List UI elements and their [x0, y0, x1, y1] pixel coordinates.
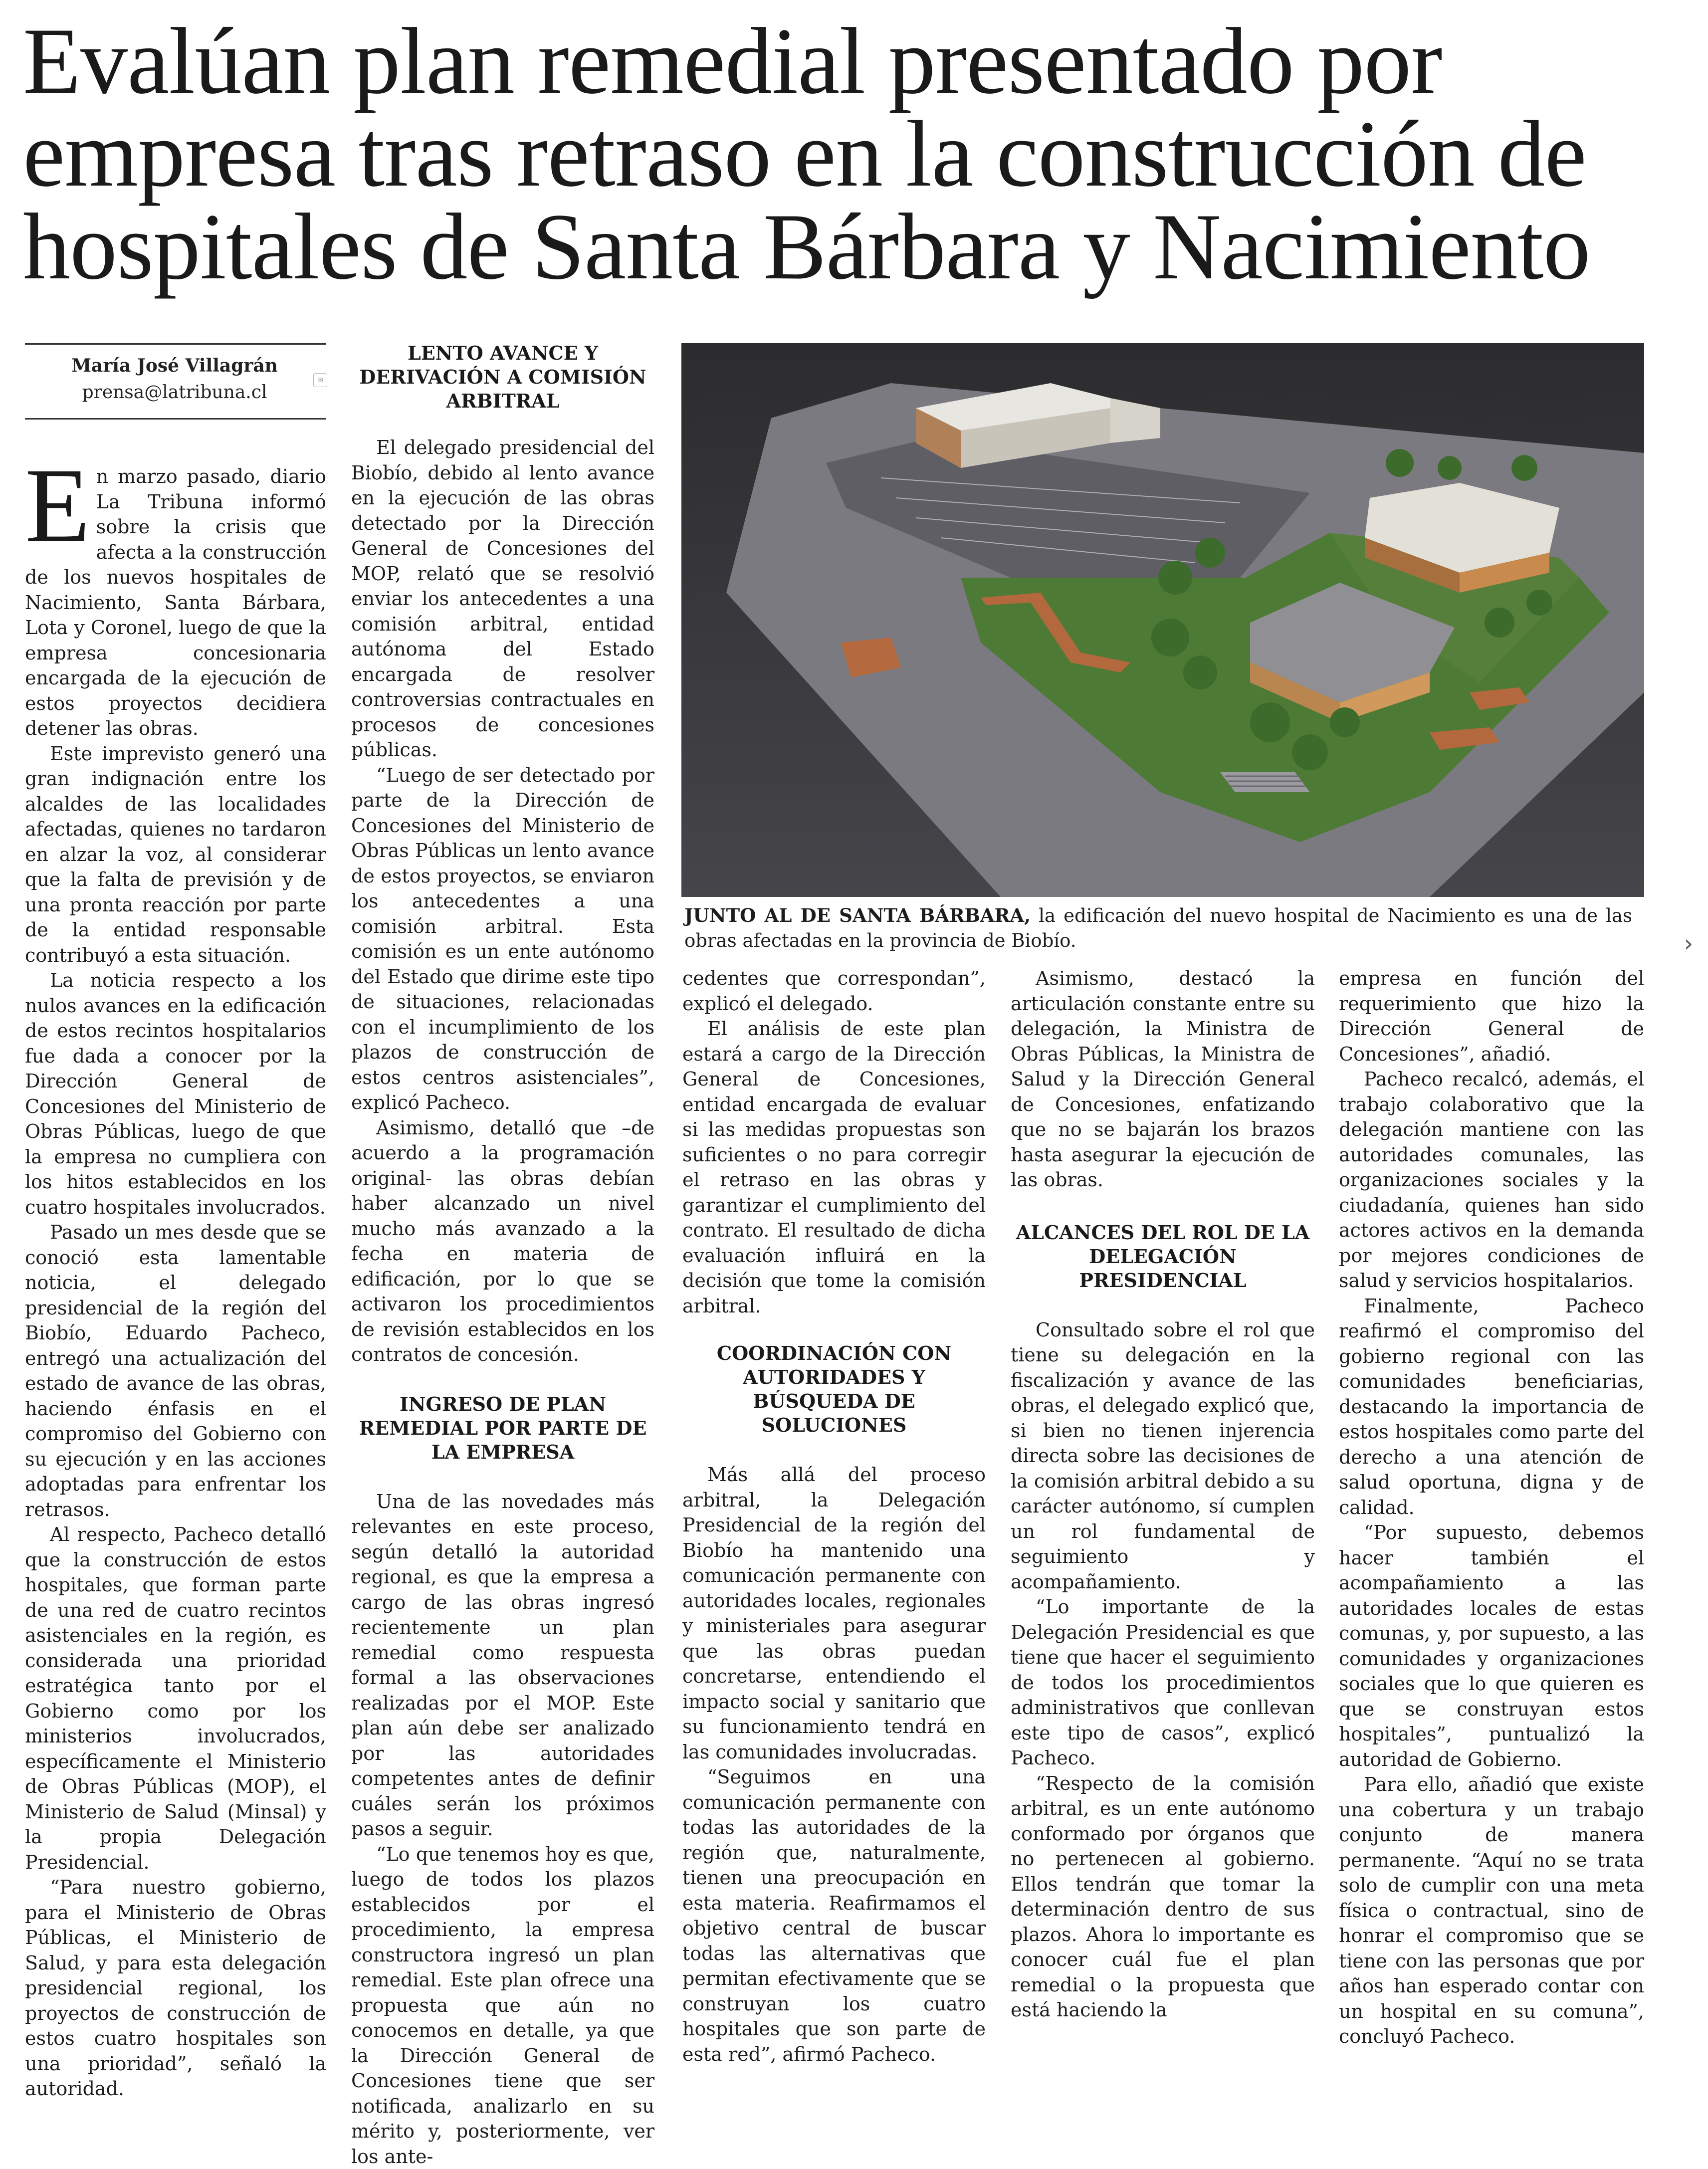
caption-lead: JUNTO AL DE SANTA BÁRBARA, — [684, 904, 1031, 926]
paragraph: Pacheco recalcó, además, el trabajo colaborativo que la delegación mantiene con las autoridades comunales, las organizaciones sociales y la ciudadanía, quienes han sido actores activos en la demanda por mejores condiciones de salud y servicios hospitalarios. — [1339, 1067, 1644, 1294]
paragraph: empresa en función del requerimiento que hizo la Dirección General de Concesiones”, añadió. — [1339, 966, 1644, 1067]
paragraph: “Luego de ser detectado por parte de la Dirección de Concesiones del Ministerio de Obras Públicas un lento avance de estos proyectos, se enviaron los antecedentes a una comisión arbitral. Esta comisión es un ente autónomo del Estado que dirime este tipo de situaciones, relacionadas con el incumplimiento de los plazos de construcción de estos centros asistenciales”, explicó Pacheco. — [351, 763, 654, 1115]
paragraph: “Respecto de la comisión arbitral, es un ente autónomo conformado por órganos que no pertenecen al gobierno. Ellos tendrán que tomar la determinación dentro de sus plazos. Ahora lo importante es conocer cuál fue el plan remedial o la propuesta que está haciendo la — [1011, 1771, 1315, 2023]
drop-cap: E — [25, 466, 90, 546]
paragraph: Una de las novedades más relevantes en este proceso, según detalló la autoridad regional, es que la empresa a cargo de las obras ingresó recientemente un plan remedial como respuesta formal a las observaciones realizadas por el MOP. Este plan aún debe ser analizado por las autoridades competentes antes de definir cuáles serán los próximos pasos a seguir. — [351, 1489, 654, 1842]
paragraph: “Para nuestro gobierno, para el Ministerio de Obras Públicas, el Ministerio de Salud, y para esta delegación presidencial regional, los proyectos de construcción de estos cuatro hospitales son una prioridad”, señaló la autoridad. — [25, 1875, 326, 2102]
headline-line: hospitales de Santa Bárbara y Nacimiento — [23, 201, 1679, 293]
paragraph: La noticia respecto a los nulos avances en la edificación de estos recintos hospitalarios fue dada a conocer por la Dirección General de Concesiones del Ministerio de Obras Públicas, luego de que la empresa no cumpliera con los hitos establecidos en los cuatro hospitales involucrados. — [25, 968, 326, 1220]
paragraph: El análisis de este plan estará a cargo de la Dirección General de Concesiones, entidad encargada de evaluar si las medidas propuestas son suficientes o no para corregir el retraso en las obras y garantizar el cumplimiento del contrato. El resultado de dicha evaluación influirá en la decisión que tome la comisión arbitral. — [682, 1016, 986, 1318]
headline-line: Evalúan plan remedial presentado por — [23, 15, 1679, 108]
paragraph: El delegado presidencial del Biobío, debido al lento avance en la ejecución de las obras detectado por la Dirección General de Concesiones del MOP, relató que se resolvió enviar los antecedentes a una comisión arbitral, entidad autónoma del Estado encargada de resolver controversias contractuales en procesos de concesiones públicas. — [351, 435, 654, 763]
paragraph: Asimismo, destacó la articulación constante entre su delegación, la Ministra de Obras Públicas, la Ministra de Salud y la Dirección General de Concesiones, enfatizando que no se bajarán los brazos hasta asegurar la ejecución de las obras. — [1011, 966, 1315, 1193]
share-icon[interactable]: ✉ — [313, 373, 327, 387]
caption-text: la edificación del nuevo hospital de Nacimiento es una de las obras afectadas en la provincia de Biobío. — [684, 905, 1632, 951]
headline — [23, 15, 1679, 293]
paragraph: Más allá del proceso arbitral, la Delegación Presidencial de la región del Biobío ha mantenido una comunicación permanente con autoridades locales, regionales y ministeriales para asegurar que las obras puedan concretarse, entendiendo el impacto social y sanitario que su funcionamiento tendrá en las comunidades involucradas. — [682, 1462, 986, 1764]
paragraph: cedentes que correspondan”, explicó el delegado. — [682, 966, 986, 1016]
column-1 — [25, 464, 326, 2102]
photo-caption — [684, 903, 1632, 953]
lead-paragraph — [25, 464, 326, 741]
subheading: ALCANCES DEL ROL DE LA DELEGACIÓN PRESIDENCIAL — [1011, 1221, 1315, 1293]
column-4 — [1011, 966, 1315, 2023]
byline-bottom-rule — [25, 418, 326, 420]
column-3 — [682, 966, 986, 2067]
chevron-right-icon[interactable]: › — [1676, 931, 1701, 956]
paragraph: “Por supuesto, debemos hacer también el acompañamiento a las autoridades locales de estas comunas, y, por supuesto, a las comunidades y organizaciones sociales que lo que quieren es que se construyan estos hospitales”, puntualizó la autoridad de Gobierno. — [1339, 1520, 1644, 1772]
hospital-rendering-photo — [681, 343, 1644, 897]
paragraph: Consultado sobre el rol que tiene su delegación en la fiscalización y avance de las obras, el delegado explicó que, si bien no tienen injerencia directa sobre las decisiones de la comisión arbitral debido a su carácter autónomo, sí cumplen un rol fundamental de seguimiento y acompañamiento. — [1011, 1317, 1315, 1595]
paragraph: Para ello, añadió que existe una cobertura y un trabajo conjunto de manera permanente. “Aquí no se trata solo de cumplir con una meta física o contractual, sino de honrar el compromiso que se tiene con las personas que por años han esperado contar con un hospital en su comuna”, concluyó Pacheco. — [1339, 1772, 1644, 2049]
byline-author: María José Villagrán — [25, 355, 324, 376]
paragraph: Finalmente, Pacheco reafirmó el compromiso del gobierno regional con las comunidades beneficiarias, destacando la importancia de estos hospitales como parte del derecho a una atención de salud oportuna, digna y de calidad. — [1339, 1294, 1644, 1520]
column-2 — [351, 341, 654, 2169]
subheading: INGRESO DE PLAN REMEDIAL POR PARTE DE LA EMPRESA — [351, 1392, 654, 1464]
byline-top-rule — [25, 343, 326, 345]
subheading: COORDINACIÓN CON AUTORIDADES Y BÚSQUEDA DE SOLUCIONES — [682, 1341, 986, 1437]
paragraph: Al respecto, Pacheco detalló que la construcción de estos hospitales, que forman parte de una red de cuatro recintos asistenciales en la región, es considerada una prioridad estratégica tanto por el Gobierno como por los ministerios involucrados, específicamente el Ministerio de Obras Públicas (MOP), el Ministerio de Salud (Minsal) y la propia Delegación Presidencial. — [25, 1522, 326, 1875]
subheading: LENTO AVANCE Y DERIVACIÓN A COMISIÓN ARBITRAL — [351, 341, 654, 413]
lead-text: n marzo pasado, diario La Tribuna informó sobre la crisis que afecta a la construcción de los nuevos hospitales de Nacimiento, Santa Bárbara, Lota y Coronel, luego de que la empresa concesionaria encargada de la ejecución de estos proyectos decidiera detener las obras. — [25, 465, 326, 739]
paragraph: “Lo importante de la Delegación Presidencial es que tiene que hacer el seguimiento de todos los procedimientos administrativos que conllevan este tipo de casos”, explicó Pacheco. — [1011, 1594, 1315, 1771]
paragraph: Asimismo, detalló que –de acuerdo a la programación original- las obras debían haber alcanzado un nivel mucho más avanzado a la fecha en materia de edificación, por lo que se activaron los procedimientos de revisión establecidos en los contratos de concesión. — [351, 1115, 654, 1367]
byline-email[interactable]: prensa@latribuna.cl — [25, 382, 324, 403]
paragraph: “Seguimos en una comunicación permanente con todas las autoridades de la región que, naturalmente, tienen una preocupación en esta materia. Reafirmamos el objetivo central de buscar todas las alternativas que permitan efectivamente que se construyan los cuatro hospitales que son parte de esta red”, afirmó Pacheco. — [682, 1764, 986, 2067]
paragraph: Pasado un mes desde que se conoció esta lamentable noticia, el delegado presidencial de la región del Biobío, Eduardo Pacheco, entregó una actualización del estado de avance de las obras, haciendo énfasis en el compromiso del Gobierno con su ejecución y en las acciones adoptadas para enfrentar los retrasos. — [25, 1220, 326, 1522]
headline-line: empresa tras retraso en la construcción de — [23, 108, 1679, 201]
paragraph: “Lo que tenemos hoy es que, luego de todos los plazos establecidos por el procedimiento, la empresa constructora ingresó un plan remedial. Este plan ofrece una propuesta que aún no conocemos en detalle, ya que la Dirección General de Concesiones tiene que ser notificada, analizarlo en su mérito y, posteriormente, ver los ante- — [351, 1842, 654, 2169]
paragraph: Este imprevisto generó una gran indignación entre los alcaldes de las localidades afectadas, quienes no tardaron en alzar la voz, al considerar que la falta de previsión y de una pronta reacción por parte de la entidad responsable contribuyó a esta situación. — [25, 741, 326, 968]
column-5 — [1339, 966, 1644, 2049]
